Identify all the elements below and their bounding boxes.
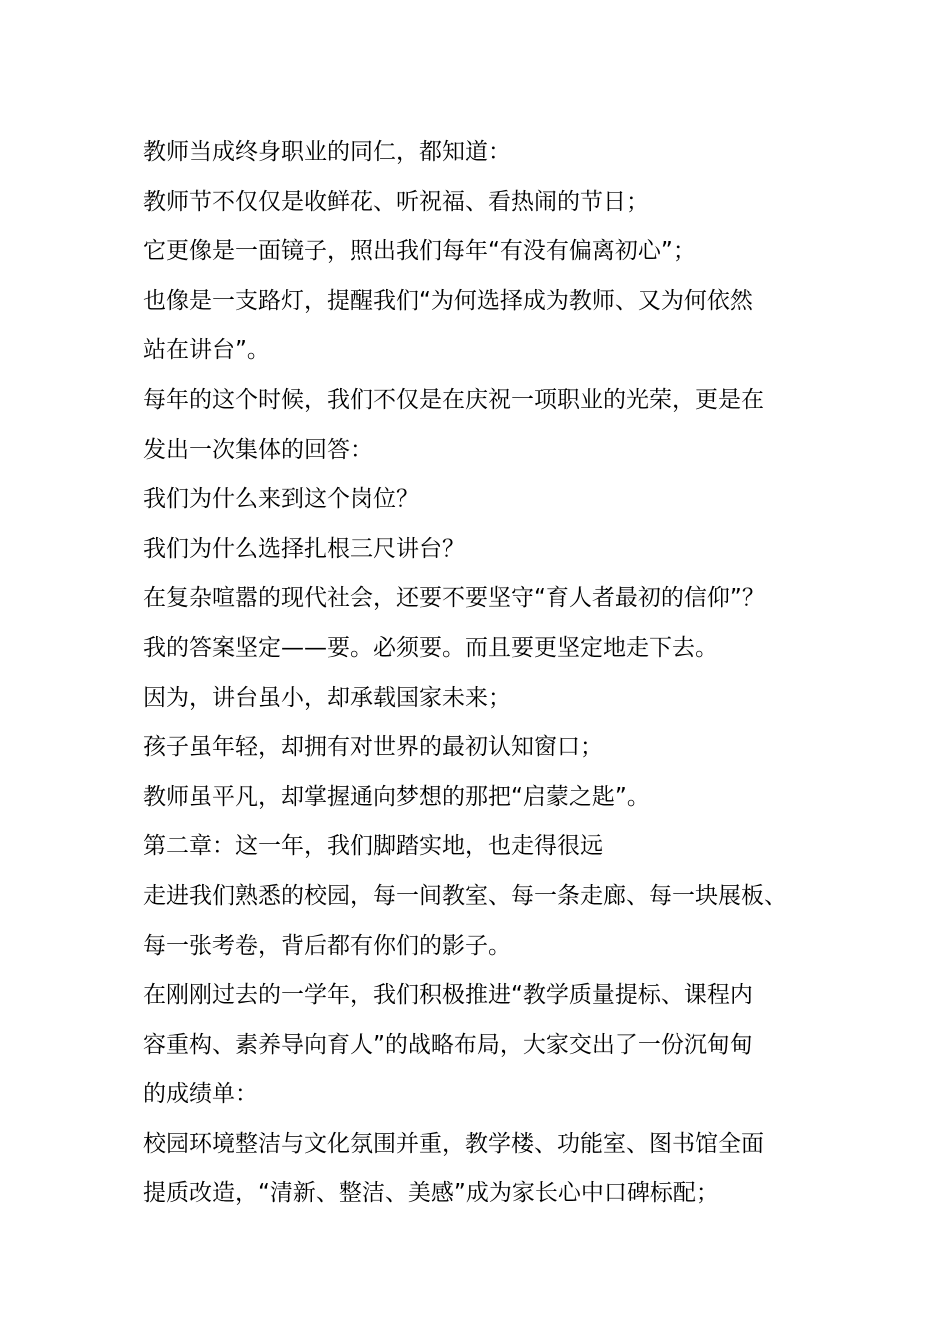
text-line: 的成绩单： (143, 1081, 258, 1108)
text-line: 我的答案坚定——要。必须要。而且要更坚定地走下去。 (143, 634, 718, 661)
text-line: 教师虽平凡，却掌握通向梦想的那把“启蒙之匙”。 (143, 783, 650, 810)
text-line: 我们为什么选择扎根三尺讲台？ (143, 535, 465, 562)
text-line: 在复杂喧嚣的现代社会，还要不要坚守“育人者最初的信仰”？ (143, 585, 765, 612)
text-line: 教师节不仅仅是收鲜花、听祝福、看热闹的节日； (143, 188, 649, 215)
text-line: 走进我们熟悉的校园，每一间教室、每一条走廊、每一块展板、 (143, 882, 787, 909)
text-line: 每一张考卷，背后都有你们的影子。 (143, 932, 511, 959)
text-line: 因为，讲台虽小，却承载国家未来； (143, 684, 511, 711)
text-line: 发出一次集体的回答： (143, 436, 373, 463)
text-line: 也像是一支路灯，提醒我们“为何选择成为教师、又为何依然 (143, 287, 753, 314)
text-line: 孩子虽年轻，却拥有对世界的最初认知窗口； (143, 734, 603, 761)
chapter-heading: 第二章：这一年，我们脚踏实地，也走得很远 (143, 833, 603, 860)
body-text (143, 128, 833, 1219)
text-line: 容重构、素养导向育人”的战略布局，大家交出了一份沉甸甸 (143, 1031, 753, 1058)
text-line: 它更像是一面镜子，照出我们每年“有没有偏离初心”； (143, 238, 696, 265)
text-line: 在刚刚过去的一学年，我们积极推进“教学质量提标、课程内 (143, 982, 753, 1009)
text-line: 站在讲台”。 (143, 337, 270, 364)
text-line: 教师当成终身职业的同仁，都知道： (143, 139, 511, 165)
text-line: 我们为什么来到这个岗位？ (143, 486, 419, 513)
text-line: 校园环境整洁与文化氛围并重，教学楼、功能室、图书馆全面 (143, 1130, 764, 1157)
text-line: 提质改造，“清新、整洁、美感”成为家长心中口碑标配； (143, 1180, 719, 1207)
text-line: 每年的这个时候，我们不仅是在庆祝一项职业的光荣，更是在 (143, 386, 764, 413)
